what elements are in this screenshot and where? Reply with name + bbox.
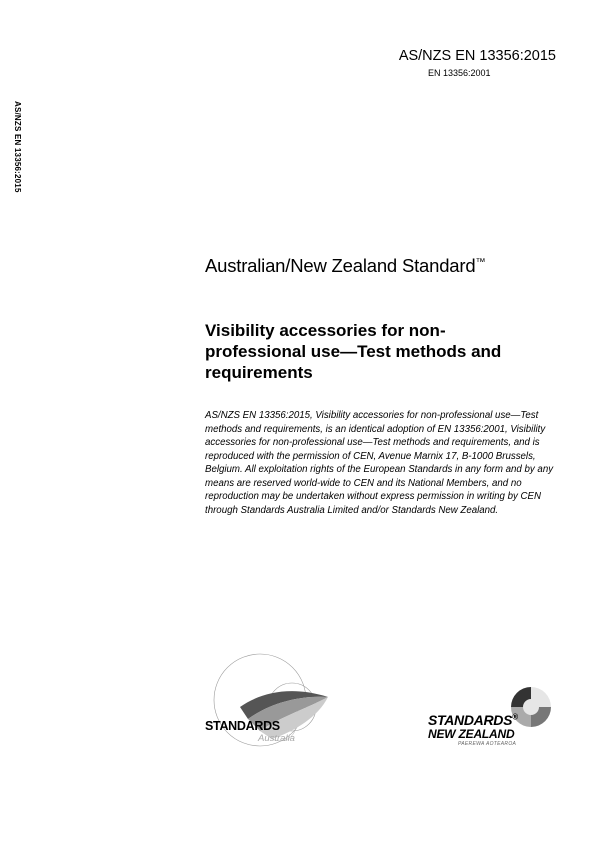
document-title: Visibility accessories for non-professional use—Test methods and requirements	[205, 321, 502, 382]
registered-mark: ®	[512, 712, 518, 722]
standards-nz-name: STANDARDS	[428, 712, 513, 728]
adoption-statement: AS/NZS EN 13356:2015, Visibility accessories for non-professional use—Test methods and requirements, is an identical adoption of EN 13356:2001, Visibility accessories for non-professional use—Test methods and requirements, and is reproduced with the permission of CEN, Avenue Marnix 17, B-1000 Brussels, Belgium. All exploitation rights of the European Standards in any form and by any means are reserved world-wide to CEN and its National Members, and no reproduction may be undertaken without express permission in writing by CEN through Standards Australia Limited and/or Standards New Zealand.	[205, 410, 554, 516]
standards-australia-subtext: Australia	[258, 733, 295, 744]
trademark-symbol: ™	[475, 257, 486, 268]
standards-nz-country: NEW ZEALAND	[428, 727, 515, 741]
spine-label: AS/NZS EN 13356:2015	[13, 101, 22, 193]
standards-nz-tagline: PAEREWA AOTEAROA	[458, 741, 517, 747]
document-number: AS/NZS EN 13356:2015	[398, 48, 556, 64]
document-subnumber: EN 13356:2001	[428, 68, 491, 78]
standards-australia-logo-text: STANDARDS	[205, 719, 280, 733]
standard-label	[205, 255, 485, 277]
standards-nz-logo-text	[428, 712, 518, 728]
standard-label-text: Australian/New Zealand Standard	[205, 255, 476, 276]
